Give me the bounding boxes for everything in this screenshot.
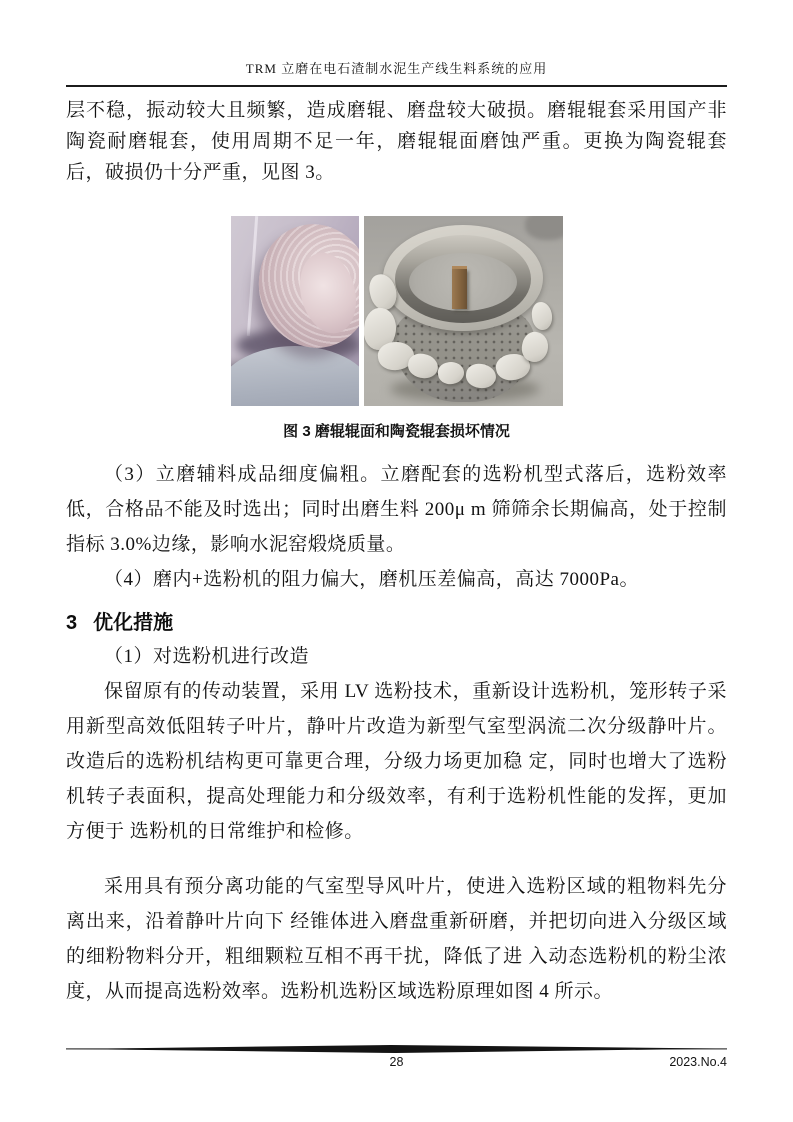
paragraph-roller-damage: 层不稳，振动较大且频繁，造成磨辊、磨盘较大破损。磨辊辊套采用国产非陶瓷耐磨辊套，使用周期不足一年，磨辊辊面磨蚀严重。更换为陶瓷辊套后，破损仍十分严重，见图 3。 (66, 100, 727, 183)
page-footer (66, 1044, 727, 1071)
list-item-separator-rebuild: （1）对选粉机进行改造 (104, 646, 310, 667)
paragraph-fineness-issue: （3）立磨辅料成品细度偏粗。立磨配套的选粉机型式落后，选粉效率低，合格品不能及时选出；同时出磨生料 200μ m 筛筛余长期偏高，处于控制指标 3.0%边缘，影响水泥窑煅烧质量。 (66, 464, 727, 555)
roller-surface-photo (231, 216, 359, 406)
page-content (66, 0, 727, 1009)
paragraph-preseparation: 采用具有预分离功能的气室型导风叶片，使进入选粉区域的粗物料先分离出来，沿着静叶片向下 经锥体进入磨盘重新研磨，并把切向进入分级区域 的细粉物料分开，粗细颗粒互相不再干扰，降低了进 入动态选粉机的粉尘浓度，从而提高选粉效率。选粉机选粉区域选粉原理如图 4 所示。 (66, 876, 727, 1002)
page-number: 28 (389, 1055, 404, 1069)
section-heading-optimization (66, 607, 727, 639)
ceramic-sleeve-photo (364, 216, 563, 406)
footer-text-row (66, 1055, 727, 1071)
grinding-table-shape (231, 346, 359, 406)
figure-3 (66, 216, 727, 441)
figure-3-caption: 图 3 磨辊辊面和陶瓷辊套损坏情况 (283, 423, 510, 440)
section-number: 3 (66, 612, 78, 634)
paragraph-pressure-issue: （4）磨内+选粉机的阻力偏大，磨机压差偏高，高达 7000Pa。 (104, 569, 639, 590)
wood-block (452, 269, 467, 309)
issue-label: 2023.No.4 (669, 1055, 727, 1069)
figure-3-photos (66, 216, 727, 406)
footer-tapered-rule (66, 1044, 727, 1054)
paragraph-lv-technology: 保留原有的传动装置，采用 LV 选粉技术，重新设计选粉机，笼形转子采用新型高效低阻转子叶片，静叶片改造为新型气室型涡流二次分级静叶片。改造后的选粉机结构更可靠更合理，分级力场更加稳 定，同时也增大了选粉机转子表面积，提高处理能力和分级效率，有利于选粉机性能的发挥，更加方便于 选粉机的日常维护和检修。 (66, 681, 727, 842)
running-header (66, 0, 727, 87)
header-title: TRM 立磨在电石渣制水泥生产线生料系统的应用 (245, 61, 548, 76)
section-title: 优化措施 (93, 612, 174, 634)
